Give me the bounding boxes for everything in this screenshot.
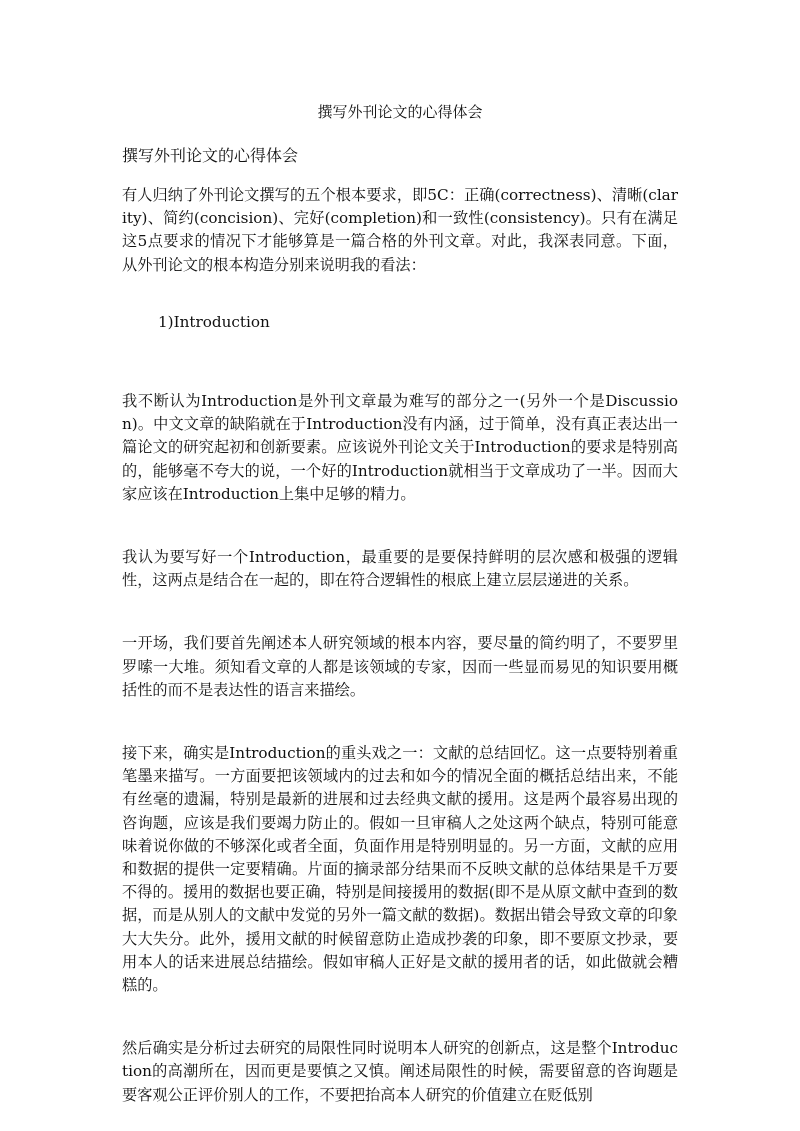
document-subtitle: 撰写外刊论文的心得体会 [122,146,299,165]
paragraph-limitations-innovation: 然后确实是分析过去研究的局限性同时说明本人研究的创新点，这是整个Introduction的高潮所在，因而更是要慎之又慎。阐述局限性的时候，需要留意的咨询题是要客观公正评价别人的工作，不要把抬高本人研究的价值建立在贬低别 [122,1039,678,1104]
paragraph-introduction-difficulty: 我不断认为Introduction是外刊文章最为难写的部分之一(另外一个是Discussion)。中文文章的缺陷就在于Introduction没有内涵，过于简单，没有真正表达出一篇论文的研究起初和创新要素。应该说外刊论文关于Introduction的要求是特别高的，能够毫不夸大的说，一个好的Introduction就相当于文章成功了一半。因而大家应该在Introduction上集中足够的精力。 [122,392,678,503]
paragraph-literature-review: 接下来，确实是Introduction的重头戏之一：文献的总结回忆。这一点要特别着重笔墨来描写。一方面要把该领域内的过去和如今的情况全面的概括总结出来，不能有丝毫的遗漏，特别是最新的进展和过去经典文献的援用。这是两个最容易出现的咨询题，应该是我们要竭力防止的。假如一旦审稿人之处这两个缺点，特别可能意味着说你做的不够深化或者全面，负面作用是特别明显的。另一方面，文献的应用和数据的提供一定要精确。片面的摘录部分结果而不反映文献的总体结果是千万要不得的。援用的数据也要正确，特别是间接援用的数据(即不是从原文献中查到的数据，而是从别人的文献中发觉的另外一篇文献的数据)。数据出错会导致文章的印象大大失分。此外，援用文献的时候留意防止造成抄袭的印象，即不要原文抄录，要用本人的话来进展总结描绘。假如审稿人正好是文献的援用者的话，如此做就会糟糕的。 [122,744,678,995]
paragraph-introduction-logic: 我认为要写好一个Introduction，最重要的是要保持鲜明的层次感和极强的逻辑性，这两点是结合在一起的，即在符合逻辑性的根底上建立层层递进的关系。 [122,548,678,590]
document-title: 撰写外刊论文的心得体会 [317,103,483,121]
paragraph-5c-requirements: 有人归纳了外刊论文撰写的五个根本要求，即5C：正确(correctness)、清晰(clarity)、简约(concision)、完好(completion)和一致性(consistency)。只有在满足这5点要求的情况下才能够算是一篇合格的外刊文章。对此，我深表同意。下面，从外刊论文的根本构造分别来说明我的看法： [122,186,678,274]
section-heading-introduction: 1)Introduction [158,312,270,331]
document-body [122,184,678,1107]
paragraph-introduction-opening: 一开场，我们要首先阐述本人研究领域的根本内容，要尽量的简约明了，不要罗里罗嗦一大堆。须知看文章的人都是该领域的专家，因而一些显而易见的知识要用概括性的而不是表达性的语言来描绘。 [122,634,678,699]
